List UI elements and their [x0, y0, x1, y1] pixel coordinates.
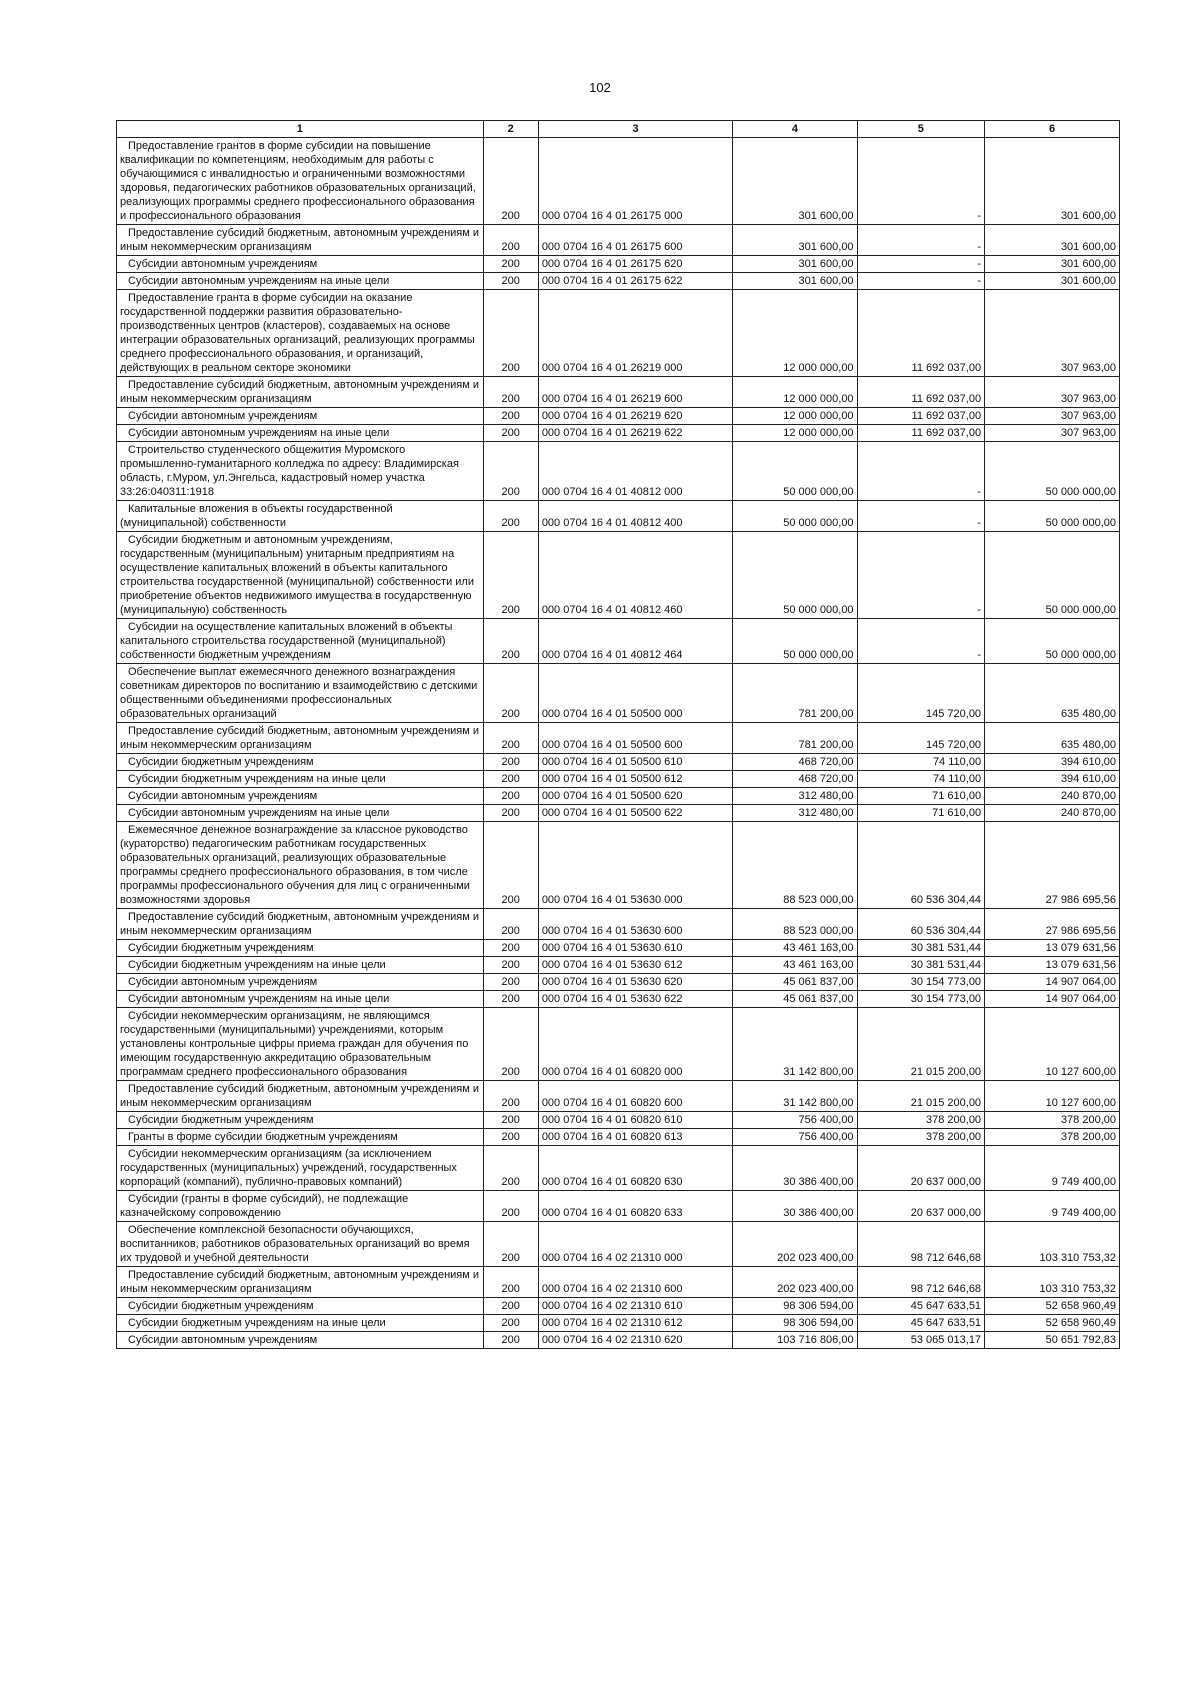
approved-amount: 12 000 000,00	[733, 425, 857, 442]
table-row	[117, 1315, 1120, 1332]
table-row	[117, 1267, 1120, 1298]
item-name	[117, 1112, 484, 1129]
executed-amount: -	[857, 273, 985, 290]
budget-table	[116, 120, 1120, 1349]
remaining-amount: 635 480,00	[985, 664, 1120, 723]
line-code: 200	[483, 290, 538, 377]
line-code: 200	[483, 805, 538, 822]
line-code: 200	[483, 664, 538, 723]
approved-amount: 301 600,00	[733, 256, 857, 273]
approved-amount: 30 386 400,00	[733, 1146, 857, 1191]
approved-amount: 12 000 000,00	[733, 408, 857, 425]
budget-code: 000 0704 16 4 01 50500 610	[538, 754, 732, 771]
item-name-text: Субсидии бюджетным учреждениям на иные цели	[128, 773, 386, 785]
executed-amount: 30 381 531,44	[857, 957, 985, 974]
executed-amount: -	[857, 442, 985, 501]
remaining-amount: 103 310 753,32	[985, 1222, 1120, 1267]
item-name-text: Ежемесячное денежное вознаграждение за классное руководство (кураторство) педагогическим работникам государственных образовательных организаций, реализующих образовательные программы среднего профессионального образования, в том числе программы профессионального обучения для лиц с ограниченными возможностями здоровья	[120, 824, 470, 906]
item-name-text: Строительство студенческого общежития Муромского промышленно-гуманитарного колледжа по адресу: Владимирская область, г.Муром, ул.Энгельса, кадастровый номер участка 33:26:040311:1918	[120, 444, 459, 498]
remaining-amount: 635 480,00	[985, 723, 1120, 754]
remaining-amount: 307 963,00	[985, 290, 1120, 377]
executed-amount: 60 536 304,44	[857, 909, 985, 940]
budget-code: 000 0704 16 4 01 60820 600	[538, 1081, 732, 1112]
budget-code: 000 0704 16 4 01 26175 622	[538, 273, 732, 290]
approved-amount: 98 306 594,00	[733, 1298, 857, 1315]
item-name	[117, 501, 484, 532]
remaining-amount: 13 079 631,56	[985, 940, 1120, 957]
column-number-row	[117, 121, 1120, 138]
remaining-amount: 27 986 695,56	[985, 909, 1120, 940]
table-row	[117, 909, 1120, 940]
item-name	[117, 940, 484, 957]
approved-amount: 98 306 594,00	[733, 1315, 857, 1332]
remaining-amount: 307 963,00	[985, 377, 1120, 408]
remaining-amount: 307 963,00	[985, 425, 1120, 442]
item-name-text: Предоставление субсидий бюджетным, автономным учреждениям и иным некоммерческим организациям	[120, 1269, 480, 1295]
remaining-amount: 103 310 753,32	[985, 1267, 1120, 1298]
line-code: 200	[483, 754, 538, 771]
table-row	[117, 425, 1120, 442]
item-name-text: Субсидии автономным учреждениям на иные цели	[128, 993, 390, 1005]
executed-amount: 378 200,00	[857, 1129, 985, 1146]
table-row	[117, 940, 1120, 957]
executed-amount: 71 610,00	[857, 788, 985, 805]
approved-amount: 43 461 163,00	[733, 957, 857, 974]
executed-amount: 20 637 000,00	[857, 1146, 985, 1191]
budget-code: 000 0704 16 4 01 26219 600	[538, 377, 732, 408]
item-name-text: Субсидии бюджетным учреждениям	[128, 1300, 314, 1312]
table-row	[117, 1081, 1120, 1112]
line-code: 200	[483, 1112, 538, 1129]
line-code: 200	[483, 256, 538, 273]
item-name	[117, 1081, 484, 1112]
budget-code: 000 0704 16 4 02 21310 610	[538, 1298, 732, 1315]
table-row	[117, 788, 1120, 805]
remaining-amount: 52 658 960,49	[985, 1315, 1120, 1332]
remaining-amount: 50 651 792,83	[985, 1332, 1120, 1349]
budget-code: 000 0704 16 4 01 50500 600	[538, 723, 732, 754]
remaining-amount: 394 610,00	[985, 771, 1120, 788]
budget-code: 000 0704 16 4 01 26219 000	[538, 290, 732, 377]
line-code: 200	[483, 408, 538, 425]
item-name	[117, 619, 484, 664]
executed-amount: -	[857, 138, 985, 225]
approved-amount: 756 400,00	[733, 1129, 857, 1146]
item-name	[117, 822, 484, 909]
item-name	[117, 1315, 484, 1332]
item-name	[117, 273, 484, 290]
approved-amount: 301 600,00	[733, 138, 857, 225]
line-code: 200	[483, 1191, 538, 1222]
item-name	[117, 290, 484, 377]
item-name	[117, 1332, 484, 1349]
budget-code: 000 0704 16 4 01 40812 000	[538, 442, 732, 501]
item-name	[117, 788, 484, 805]
approved-amount: 468 720,00	[733, 754, 857, 771]
approved-amount: 202 023 400,00	[733, 1222, 857, 1267]
item-name	[117, 991, 484, 1008]
approved-amount: 301 600,00	[733, 273, 857, 290]
table-row	[117, 256, 1120, 273]
item-name	[117, 771, 484, 788]
remaining-amount: 50 000 000,00	[985, 442, 1120, 501]
approved-amount: 50 000 000,00	[733, 442, 857, 501]
remaining-amount: 27 986 695,56	[985, 822, 1120, 909]
line-code: 200	[483, 1008, 538, 1081]
table-row	[117, 974, 1120, 991]
executed-amount: 30 381 531,44	[857, 940, 985, 957]
line-code: 200	[483, 957, 538, 974]
table-row	[117, 1129, 1120, 1146]
item-name	[117, 957, 484, 974]
item-name	[117, 1222, 484, 1267]
remaining-amount: 9 749 400,00	[985, 1146, 1120, 1191]
item-name	[117, 1191, 484, 1222]
item-name	[117, 754, 484, 771]
line-code: 200	[483, 619, 538, 664]
executed-amount: 60 536 304,44	[857, 822, 985, 909]
table-row	[117, 225, 1120, 256]
line-code: 200	[483, 532, 538, 619]
executed-amount: 11 692 037,00	[857, 377, 985, 408]
table-row	[117, 1112, 1120, 1129]
table-row	[117, 501, 1120, 532]
item-name-text: Обеспечение комплексной безопасности обучающихся, воспитанников, работников образовательных организаций во время их трудовой и учебной деятельности	[120, 1224, 470, 1264]
table-row	[117, 991, 1120, 1008]
line-code: 200	[483, 225, 538, 256]
item-name	[117, 138, 484, 225]
item-name	[117, 425, 484, 442]
table-row	[117, 1332, 1120, 1349]
executed-amount: 71 610,00	[857, 805, 985, 822]
item-name-text: Субсидии бюджетным учреждениям	[128, 942, 314, 954]
budget-code: 000 0704 16 4 01 53630 622	[538, 991, 732, 1008]
budget-code: 000 0704 16 4 02 21310 612	[538, 1315, 732, 1332]
column-number: 5	[857, 121, 985, 138]
line-code: 200	[483, 991, 538, 1008]
line-code: 200	[483, 909, 538, 940]
table-row	[117, 822, 1120, 909]
item-name-text: Субсидии бюджетным учреждениям на иные цели	[128, 1317, 386, 1329]
budget-code: 000 0704 16 4 01 40812 464	[538, 619, 732, 664]
item-name	[117, 723, 484, 754]
item-name-text: Обеспечение выплат ежемесячного денежного вознаграждения советникам директоров по воспитанию и взаимодействию с детскими общественными объединениями профессиональных образовательных организаций	[120, 666, 478, 720]
executed-amount: 20 637 000,00	[857, 1191, 985, 1222]
executed-amount: 45 647 633,51	[857, 1315, 985, 1332]
page-number: 102	[589, 80, 611, 95]
item-name-text: Субсидии бюджетным и автономным учреждениям, государственным (муниципальным) унитарным предприятиям на осуществление капитальных вложений в объекты капитального строительства государственной (муниципальной) собственности или приобретение объектов недвижимого имущества в государственную (муниципальную) собственность	[120, 534, 474, 616]
budget-code: 000 0704 16 4 01 53630 610	[538, 940, 732, 957]
item-name	[117, 909, 484, 940]
item-name-text: Субсидии автономным учреждениям	[128, 976, 318, 988]
budget-code: 000 0704 16 4 02 21310 000	[538, 1222, 732, 1267]
executed-amount: 30 154 773,00	[857, 974, 985, 991]
table-row	[117, 290, 1120, 377]
approved-amount: 103 716 806,00	[733, 1332, 857, 1349]
item-name-text: Предоставление грантов в форме субсидии на повышение квалификации по компетенциям, необходимым для работы с обучающимися с инвалидностью и ограниченными возможностями здоровья, педагогических работников образовательных организаций, реализующих программы среднего профессионального образования и профессионального образования	[120, 140, 476, 222]
line-code: 200	[483, 1332, 538, 1349]
line-code: 200	[483, 940, 538, 957]
approved-amount: 88 523 000,00	[733, 909, 857, 940]
table-row	[117, 1008, 1120, 1081]
item-name-text: Предоставление гранта в форме субсидии на оказание государственной поддержки развития образовательно-производственных центров (кластеров), создаваемых на основе интеграции образовательных организаций, реализующих программы среднего профессионального образования, и организаций, действующих в реальном секторе экономики	[120, 292, 475, 374]
item-name	[117, 408, 484, 425]
executed-amount: -	[857, 256, 985, 273]
remaining-amount: 378 200,00	[985, 1129, 1120, 1146]
approved-amount: 756 400,00	[733, 1112, 857, 1129]
item-name-text: Предоставление субсидий бюджетным, автономным учреждениям и иным некоммерческим организациям	[120, 379, 480, 405]
budget-code: 000 0704 16 4 01 60820 633	[538, 1191, 732, 1222]
remaining-amount: 378 200,00	[985, 1112, 1120, 1129]
approved-amount: 43 461 163,00	[733, 940, 857, 957]
budget-code: 000 0704 16 4 01 40812 460	[538, 532, 732, 619]
line-code: 200	[483, 771, 538, 788]
table-row	[117, 273, 1120, 290]
budget-code: 000 0704 16 4 01 26219 620	[538, 408, 732, 425]
approved-amount: 50 000 000,00	[733, 532, 857, 619]
budget-code: 000 0704 16 4 01 26175 620	[538, 256, 732, 273]
budget-code: 000 0704 16 4 01 60820 630	[538, 1146, 732, 1191]
budget-code: 000 0704 16 4 01 53630 000	[538, 822, 732, 909]
budget-code: 000 0704 16 4 01 53630 612	[538, 957, 732, 974]
approved-amount: 50 000 000,00	[733, 619, 857, 664]
item-name-text: Субсидии некоммерческим организациям, не являющимся государственными (муниципальными) учреждениями, которым установлены контрольные цифры приема граждан для обучения по имеющим государственную аккредитацию образовательным программам среднего профессионального образования	[120, 1010, 469, 1078]
table-body	[117, 138, 1120, 1349]
budget-code: 000 0704 16 4 01 40812 400	[538, 501, 732, 532]
executed-amount: 145 720,00	[857, 664, 985, 723]
budget-code: 000 0704 16 4 01 26175 000	[538, 138, 732, 225]
item-name-text: Субсидии некоммерческим организациям (за исключением государственных (муниципальных) учреждений, государственных корпораций (компаний), публично-правовых компаний)	[120, 1148, 457, 1188]
table-row	[117, 1146, 1120, 1191]
approved-amount: 781 200,00	[733, 664, 857, 723]
budget-code: 000 0704 16 4 02 21310 600	[538, 1267, 732, 1298]
remaining-amount: 9 749 400,00	[985, 1191, 1120, 1222]
line-code: 200	[483, 723, 538, 754]
executed-amount: 74 110,00	[857, 771, 985, 788]
line-code: 200	[483, 1298, 538, 1315]
executed-amount: -	[857, 225, 985, 256]
table-row	[117, 805, 1120, 822]
approved-amount: 12 000 000,00	[733, 290, 857, 377]
item-name-text: Субсидии автономным учреждениям на иные цели	[128, 427, 390, 439]
line-code: 200	[483, 788, 538, 805]
executed-amount: 98 712 646,68	[857, 1267, 985, 1298]
remaining-amount: 394 610,00	[985, 754, 1120, 771]
approved-amount: 45 061 837,00	[733, 974, 857, 991]
line-code: 200	[483, 273, 538, 290]
item-name-text: Субсидии бюджетным учреждениям	[128, 756, 314, 768]
line-code: 200	[483, 425, 538, 442]
item-name-text: Предоставление субсидий бюджетным, автономным учреждениям и иным некоммерческим организациям	[120, 227, 480, 253]
approved-amount: 202 023 400,00	[733, 1267, 857, 1298]
approved-amount: 50 000 000,00	[733, 501, 857, 532]
budget-code: 000 0704 16 4 01 60820 613	[538, 1129, 732, 1146]
item-name-text: Капитальные вложения в объекты государственной (муниципальной) собственности	[120, 503, 393, 529]
table-row	[117, 957, 1120, 974]
budget-code: 000 0704 16 4 01 26175 600	[538, 225, 732, 256]
budget-code: 000 0704 16 4 01 60820 610	[538, 1112, 732, 1129]
executed-amount: 21 015 200,00	[857, 1008, 985, 1081]
item-name	[117, 974, 484, 991]
approved-amount: 45 061 837,00	[733, 991, 857, 1008]
item-name	[117, 377, 484, 408]
executed-amount: 11 692 037,00	[857, 408, 985, 425]
executed-amount: 378 200,00	[857, 1112, 985, 1129]
item-name-text: Субсидии автономным учреждениям	[128, 790, 318, 802]
executed-amount: 45 647 633,51	[857, 1298, 985, 1315]
executed-amount: -	[857, 532, 985, 619]
item-name-text: Субсидии (гранты в форме субсидий), не подлежащие казначейскому сопровождению	[120, 1193, 409, 1219]
item-name-text: Предоставление субсидий бюджетным, автономным учреждениям и иным некоммерческим организациям	[120, 1083, 480, 1109]
remaining-amount: 14 907 064,00	[985, 991, 1120, 1008]
line-code: 200	[483, 822, 538, 909]
budget-code: 000 0704 16 4 01 53630 600	[538, 909, 732, 940]
remaining-amount: 50 000 000,00	[985, 501, 1120, 532]
remaining-amount: 10 127 600,00	[985, 1081, 1120, 1112]
line-code: 200	[483, 974, 538, 991]
approved-amount: 12 000 000,00	[733, 377, 857, 408]
item-name	[117, 664, 484, 723]
remaining-amount: 301 600,00	[985, 256, 1120, 273]
executed-amount: 53 065 013,17	[857, 1332, 985, 1349]
approved-amount: 301 600,00	[733, 225, 857, 256]
budget-code: 000 0704 16 4 01 50500 622	[538, 805, 732, 822]
budget-code: 000 0704 16 4 01 60820 000	[538, 1008, 732, 1081]
executed-amount: 21 015 200,00	[857, 1081, 985, 1112]
item-name-text: Субсидии автономным учреждениям	[128, 1334, 318, 1346]
table-row	[117, 723, 1120, 754]
table-row	[117, 377, 1120, 408]
item-name-text: Субсидии автономным учреждениям	[128, 410, 318, 422]
executed-amount: 30 154 773,00	[857, 991, 985, 1008]
approved-amount: 31 142 800,00	[733, 1008, 857, 1081]
approved-amount: 30 386 400,00	[733, 1191, 857, 1222]
table-row	[117, 771, 1120, 788]
budget-code: 000 0704 16 4 02 21310 620	[538, 1332, 732, 1349]
executed-amount: 145 720,00	[857, 723, 985, 754]
line-code: 200	[483, 1081, 538, 1112]
line-code: 200	[483, 1146, 538, 1191]
approved-amount: 312 480,00	[733, 805, 857, 822]
executed-amount: -	[857, 619, 985, 664]
remaining-amount: 240 870,00	[985, 788, 1120, 805]
table-row	[117, 1298, 1120, 1315]
budget-code: 000 0704 16 4 01 50500 000	[538, 664, 732, 723]
executed-amount: 11 692 037,00	[857, 425, 985, 442]
item-name	[117, 225, 484, 256]
column-number: 2	[483, 121, 538, 138]
line-code: 200	[483, 1222, 538, 1267]
item-name-text: Предоставление субсидий бюджетным, автономным учреждениям и иным некоммерческим организациям	[120, 725, 480, 751]
item-name	[117, 256, 484, 273]
approved-amount: 468 720,00	[733, 771, 857, 788]
item-name	[117, 532, 484, 619]
budget-code: 000 0704 16 4 01 26219 622	[538, 425, 732, 442]
line-code: 200	[483, 138, 538, 225]
column-number: 3	[538, 121, 732, 138]
table-row	[117, 664, 1120, 723]
column-number: 4	[733, 121, 857, 138]
remaining-amount: 50 000 000,00	[985, 619, 1120, 664]
table-row	[117, 442, 1120, 501]
item-name	[117, 442, 484, 501]
executed-amount: 11 692 037,00	[857, 290, 985, 377]
column-number: 1	[117, 121, 484, 138]
item-name	[117, 1298, 484, 1315]
line-code: 200	[483, 1315, 538, 1332]
item-name-text: Субсидии автономным учреждениям на иные цели	[128, 275, 390, 287]
executed-amount: 74 110,00	[857, 754, 985, 771]
item-name-text: Субсидии на осуществление капитальных вложений в объекты капитального строительства государственной (муниципальной) собственности бюджетным учреждениям	[120, 621, 453, 661]
table-row	[117, 408, 1120, 425]
approved-amount: 312 480,00	[733, 788, 857, 805]
item-name-text: Субсидии бюджетным учреждениям на иные цели	[128, 959, 386, 971]
budget-code: 000 0704 16 4 01 53630 620	[538, 974, 732, 991]
line-code: 200	[483, 501, 538, 532]
approved-amount: 31 142 800,00	[733, 1081, 857, 1112]
column-number: 6	[985, 121, 1120, 138]
executed-amount: 98 712 646,68	[857, 1222, 985, 1267]
table-row	[117, 1222, 1120, 1267]
item-name-text: Субсидии автономным учреждениям на иные цели	[128, 807, 390, 819]
executed-amount: -	[857, 501, 985, 532]
item-name-text: Гранты в форме субсидии бюджетным учреждениям	[128, 1131, 398, 1143]
approved-amount: 88 523 000,00	[733, 822, 857, 909]
remaining-amount: 10 127 600,00	[985, 1008, 1120, 1081]
line-code: 200	[483, 442, 538, 501]
approved-amount: 781 200,00	[733, 723, 857, 754]
table-row	[117, 138, 1120, 225]
remaining-amount: 307 963,00	[985, 408, 1120, 425]
line-code: 200	[483, 377, 538, 408]
item-name	[117, 1129, 484, 1146]
remaining-amount: 52 658 960,49	[985, 1298, 1120, 1315]
item-name-text: Субсидии автономным учреждениям	[128, 258, 318, 270]
item-name	[117, 1267, 484, 1298]
table-row	[117, 619, 1120, 664]
line-code: 200	[483, 1267, 538, 1298]
remaining-amount: 13 079 631,56	[985, 957, 1120, 974]
item-name-text: Субсидии бюджетным учреждениям	[128, 1114, 314, 1126]
budget-code: 000 0704 16 4 01 50500 612	[538, 771, 732, 788]
table-row	[117, 532, 1120, 619]
item-name	[117, 805, 484, 822]
remaining-amount: 301 600,00	[985, 138, 1120, 225]
table-row	[117, 754, 1120, 771]
remaining-amount: 301 600,00	[985, 225, 1120, 256]
item-name-text: Предоставление субсидий бюджетным, автономным учреждениям и иным некоммерческим организациям	[120, 911, 480, 937]
item-name	[117, 1146, 484, 1191]
budget-code: 000 0704 16 4 01 50500 620	[538, 788, 732, 805]
remaining-amount: 301 600,00	[985, 273, 1120, 290]
remaining-amount: 50 000 000,00	[985, 532, 1120, 619]
remaining-amount: 14 907 064,00	[985, 974, 1120, 991]
item-name	[117, 1008, 484, 1081]
table-row	[117, 1191, 1120, 1222]
line-code: 200	[483, 1129, 538, 1146]
remaining-amount: 240 870,00	[985, 805, 1120, 822]
